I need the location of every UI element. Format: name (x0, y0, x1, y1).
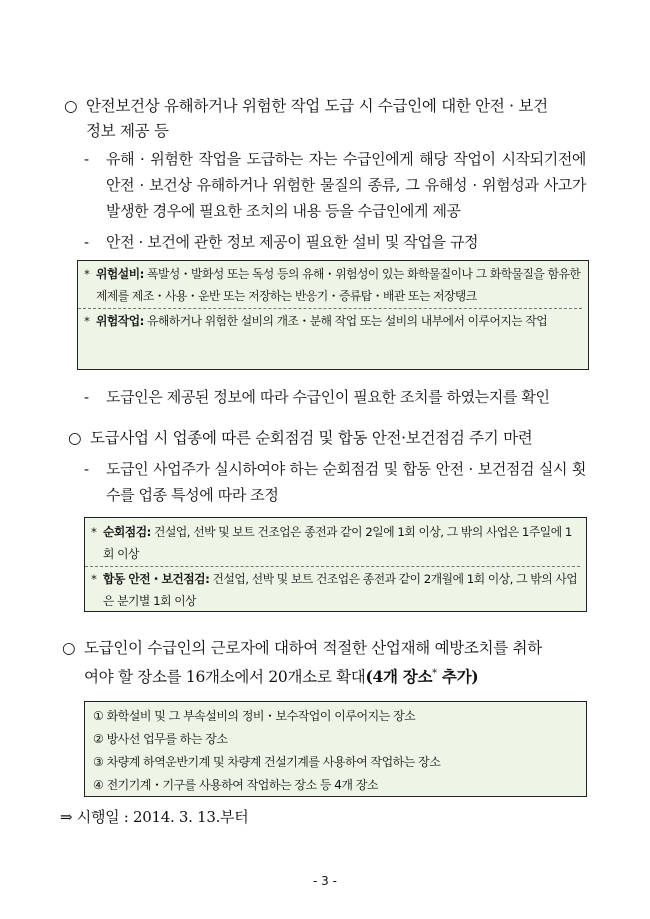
dash-bullet: - (84, 460, 89, 478)
section-3-heading-asterisk: * (432, 668, 437, 679)
section-2-definition-box (84, 517, 587, 612)
section-3-heading-line1: 도급인이 수급인의 근로자에 대하여 적절한 산업재해 예방조치를 취하 (84, 639, 542, 657)
circle-bullet: ○ (68, 429, 82, 447)
section-3-heading (62, 636, 596, 690)
section-2-heading-line1: 도급사업 시 업종에 따른 순회점검 및 합동 안전·보건점검 주기 마련 (90, 429, 533, 447)
definition-entry-hazardous-equipment (78, 263, 582, 307)
definition-entry-hazardous-work (78, 310, 582, 332)
definition-term: 합동 안전・보건점검: (103, 572, 210, 586)
page-number: - 3 - (313, 874, 337, 888)
section-3-heading-line2-text: 여야 할 장소를 16개소에서 20개소로 확대 (84, 668, 366, 687)
list-item: ① 화학설비 및 그 부속설비의 정비・보수작업이 이루어지는 장소 (93, 709, 416, 723)
section-3-item-box (84, 701, 587, 797)
asterisk-marker: * (84, 314, 90, 328)
section-1-bullet-1-text: 유해 · 위험한 작업을 도급하는 자는 수급인에게 해당 작업이 시작되기전에 안전 · 보건상 유해하거나 위험한 물질의 종류, 그 유해성 · 위험성과 사고가 발생한 경우에 필요한 조치의 내용 등을 수급인에게 제공 (106, 150, 586, 220)
circle-bullet: ○ (62, 639, 76, 657)
asterisk-marker: * (84, 267, 90, 281)
definition-entry-joint-inspection (85, 568, 580, 612)
definition-term: 위험작업: (96, 314, 144, 328)
section-1-bullet-1 (84, 146, 586, 224)
circle-bullet: ○ (64, 97, 78, 115)
section-1-heading-line1: 안전보건상 유해하거나 위험한 작업 도급 시 수급인에 대한 안전 · 보건 (86, 97, 548, 115)
definition-term: 위험설비: (96, 267, 144, 281)
definition-text: 유해하거나 위험한 설비의 개조・분해 작업 또는 설비의 내부에서 이루어지는 작업 (143, 314, 548, 328)
definition-term: 순회점검: (103, 525, 151, 539)
section-1-bullet-3 (84, 384, 586, 410)
dash-bullet: - (84, 150, 89, 168)
section-1-bullet-2 (84, 229, 586, 255)
arrow-icon: ⇒ (60, 808, 73, 826)
dash-bullet: - (84, 233, 89, 251)
effective-date (60, 805, 248, 829)
section-2-heading (68, 426, 594, 451)
list-item: ④ 전기기계・기구를 사용하여 작업하는 장소 등 4개 장소 (93, 778, 379, 792)
asterisk-marker: * (91, 525, 97, 539)
dash-bullet: - (84, 388, 89, 406)
section-1-definition-box (77, 260, 589, 370)
section-3-heading-emphasis: (4개 장소 (365, 667, 433, 687)
list-item: ② 방사선 업무를 하는 장소 (93, 732, 228, 746)
dashed-divider (78, 308, 582, 309)
definition-text: 건설업, 선박 및 보트 건조업은 종전과 같이 2일에 1회 이상, 그 밖의 사업은 1주일에 1회 이상 (103, 525, 572, 561)
definition-entry-patrol-inspection (85, 521, 580, 565)
section-1-heading (64, 94, 594, 144)
asterisk-marker: * (91, 572, 97, 586)
section-2-bullet-1 (84, 456, 586, 508)
list-item: ③ 차량계 하역운반기계 및 차량계 건설기계를 사용하여 작업하는 장소 (93, 755, 441, 769)
effective-date-text: 시행일 : 2014. 3. 13.부터 (76, 808, 249, 826)
definition-text: 건설업, 선박 및 보트 건조업은 종전과 같이 2개월에 1회 이상, 그 밖의 사업은 분기별 1회 이상 (103, 572, 578, 608)
section-1-heading-line2: 정보 제공 등 (86, 122, 169, 140)
definition-text: 폭발성・발화성 또는 독성 등의 유해・위험성이 있는 화학물질이나 그 화학물질을 함유한 제제를 제조・사용・운반 또는 저장하는 반응기・증류탑・배관 또는 저장탱크 (96, 267, 581, 303)
section-1-bullet-2-text: 안전 · 보건에 관한 정보 제공이 필요한 설비 및 작업을 규정 (106, 233, 479, 251)
section-1-bullet-3-text: 도급인은 제공된 정보에 따라 수급인이 필요한 조치를 하였는지를 확인 (106, 388, 550, 406)
section-3-heading-emphasis-end: 추가) (436, 667, 479, 687)
dashed-divider (85, 566, 580, 567)
section-3-heading-line2 (62, 661, 596, 690)
section-2-bullet-1-text: 도급인 사업주가 실시하여야 하는 순회점검 및 합동 안전 · 보건점검 실시 횟수를 업종 특성에 따라 조정 (106, 460, 586, 504)
